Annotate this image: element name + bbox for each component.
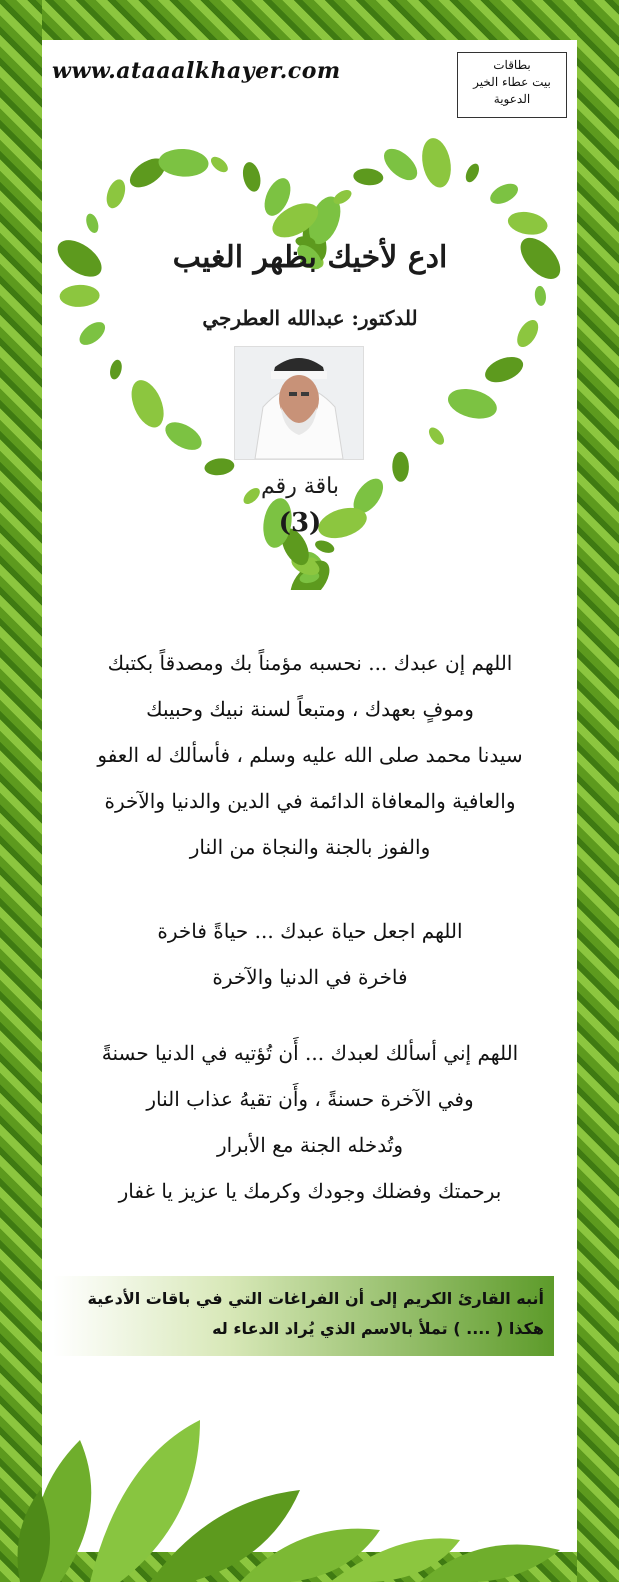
prayer-paragraph-3 bbox=[70, 1030, 550, 1214]
leaf-shape bbox=[75, 318, 109, 350]
author-name: للدكتور: عبدالله العطرجي bbox=[202, 306, 418, 330]
leaf-shape bbox=[103, 177, 128, 211]
prayer-line: وفي الآخرة حسنةً ، وأَن تقيهُ عذاب النار bbox=[146, 1087, 474, 1111]
prayer-line: والفوز بالجنة والنجاة من النار bbox=[189, 835, 431, 859]
leaf-shape bbox=[108, 359, 124, 381]
leaf-shape bbox=[161, 417, 207, 456]
leaf-border-right bbox=[577, 0, 619, 1582]
prayer-line: اللهم اجعل حياة عبدك ... حياةً فاخرة bbox=[157, 919, 463, 943]
plant-decoration bbox=[0, 1380, 619, 1582]
brand-line: بيت عطاء الخير bbox=[473, 75, 551, 89]
leaf-shape bbox=[481, 352, 526, 387]
leaf-shape bbox=[418, 136, 455, 190]
leaf-shape bbox=[426, 425, 447, 448]
prayer-paragraph-2 bbox=[70, 908, 550, 1000]
website-url[interactable]: www.ataaalkhayer.com bbox=[52, 58, 341, 84]
bouquet-label: باقة رقم bbox=[261, 474, 339, 499]
reader-notice-banner bbox=[53, 1276, 554, 1356]
prayer-line: سيدنا محمد صلى الله عليه وسلم ، فأسألك له العفو bbox=[97, 743, 523, 767]
leaf-shape bbox=[59, 284, 100, 307]
leaf-shape bbox=[125, 375, 170, 432]
leaf-shape bbox=[158, 148, 209, 178]
leaf-shape bbox=[353, 167, 384, 186]
leaf-shape bbox=[534, 285, 547, 306]
brand-line: الدعوية bbox=[493, 92, 531, 106]
leaf-shape bbox=[313, 538, 336, 555]
leaf-shape bbox=[513, 231, 567, 286]
prayer-line: برحمتك وفضلك وجودك وكرمك يا عزيز يا غفار bbox=[118, 1179, 502, 1203]
bouquet-number: (3) bbox=[278, 508, 322, 538]
card-title: ادع لأخيك بظهر الغيب bbox=[172, 240, 448, 275]
leaf-shape bbox=[392, 452, 409, 482]
leaf-shape bbox=[513, 316, 543, 350]
leaf-shape bbox=[378, 143, 422, 186]
prayer-line: وتُدخله الجنة مع الأبرار bbox=[217, 1133, 403, 1157]
leaf-shape bbox=[463, 162, 482, 185]
prayer-line: اللهم إن عبدك ... نحسبه مؤمناً بك ومصدقاً بكتبك bbox=[107, 651, 513, 675]
author-photo bbox=[234, 346, 364, 460]
leaf-shape bbox=[506, 209, 549, 238]
leaf-shape bbox=[445, 384, 500, 424]
notice-line: هكذا ( .... ) تملأ بالاسم الذي يُراد الدعاء له bbox=[212, 1319, 544, 1338]
prayer-line: اللهم إني أسألك لعبدك ... أَن تُؤتيه في الدنيا حسنةً bbox=[101, 1041, 519, 1065]
leaf-border-top bbox=[0, 0, 619, 40]
brand-line: بطاقات bbox=[493, 58, 531, 72]
leaf-shape bbox=[240, 160, 263, 193]
brand-logo-box bbox=[457, 52, 567, 118]
leaf-border-left bbox=[0, 0, 42, 1582]
prayer-paragraph-1 bbox=[70, 640, 550, 870]
person-icon bbox=[235, 347, 363, 459]
leaf-shape bbox=[208, 154, 230, 175]
notice-line: أنبه القارئ الكريم إلى أن الفراغات التي في باقات الأدعية bbox=[87, 1289, 544, 1308]
leaf-shape bbox=[84, 212, 101, 234]
prayer-line: والعافية والمعافاة الدائمة في الدين والدنيا والآخرة bbox=[104, 789, 516, 813]
prayer-line: وموفٍ بعهدك ، ومتبعاً لسنة نبيك وحبيبك bbox=[146, 697, 474, 721]
prayer-line: فاخرة في الدنيا والآخرة bbox=[212, 965, 408, 989]
leaf-shape bbox=[487, 180, 521, 208]
